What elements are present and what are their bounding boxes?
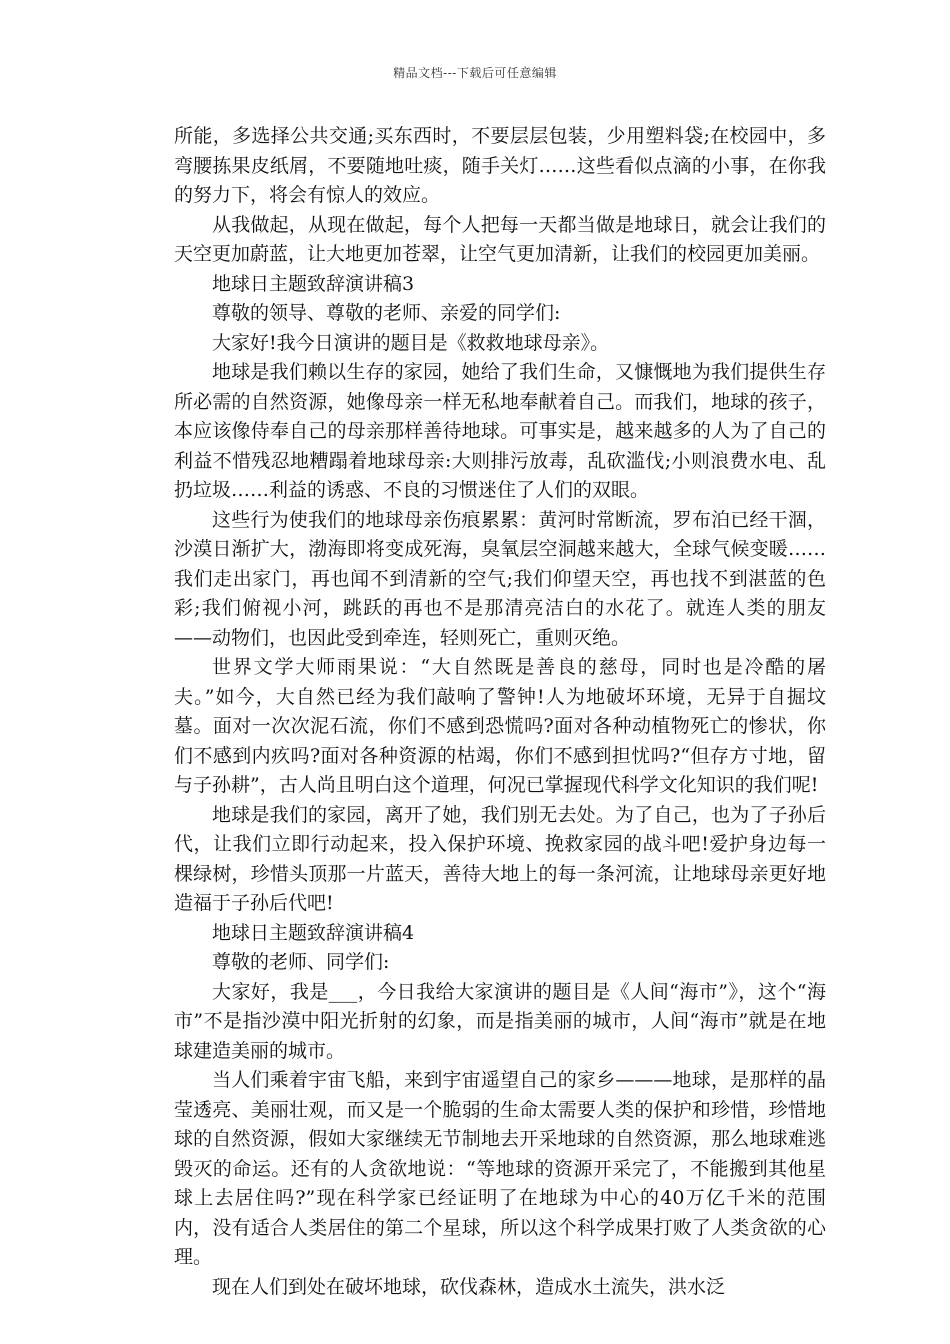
paragraph-2: 从我做起，从现在做起，每个人把每一天都当做是地球日，就会让我们的天空更加蔚蓝，让大地更加苍翠，让空气更加清新，让我们的校园更加美丽。 [174,213,826,265]
section-title-4: 地球日主题致辞演讲稿4 [212,921,415,944]
paragraph-destruction: 现在人们到处在破坏地球，砍伐森林，造成水土流失，洪水泛 [212,1275,726,1298]
salutation-4: 尊敬的老师、同学们: [212,951,390,973]
greeting-3: 大家好!我今日演讲的题目是《救救地球母亲》。 [212,331,610,354]
paragraph-earth-home: 地球是我们赖以生存的家园，她给了我们生命，又慷慨地为我们提供生存所必需的自然资源，她像母亲一样无私地奉献着自己。而我们，地球的孩子，本应该像侍奉自己的母亲那样善待地球。可事实是，越来越多的人为了自己的利益不惜残忍地糟蹋着地球母亲:大则排污放毒，乱砍滥伐;小则浪费水电、乱扔垃圾……利益的诱惑、不良的习惯迷住了人们的双眼。 [174,361,826,501]
salutation-3: 尊敬的领导、尊敬的老师、亲爱的同学们: [212,302,561,324]
paragraph-spaceship: 当人们乘着宇宙飞船，来到宇宙遥望自己的家乡———地球，是那样的晶莹透亮、美丽壮观，而又是一个脆弱的生命太需要人类的保护和珍惜，珍惜地球的自然资源，假如大家继续无节制地去开采地球的自然资源，那么地球难逃毁灭的命运。还有的人贪欲地说：“等地球的资源开采完了，不能搬到其他星球上去居住吗?”现在科学家已经证明了在地球为中心的40万亿千米的范围内，没有适合人类居住的第二个星球，所以这个科学成果打败了人类贪欲的心理。 [174,1069,826,1268]
paragraph-hugo-quote: 世界文学大师雨果说：“大自然既是善良的慈母，同时也是冷酷的屠夫。”如今，大自然已经为我们敲响了警钟!人为地破坏环境，无异于自掘坟墓。面对一次次泥石流，你们不感到恐慌吗?面对各种动植物死亡的惨状，你们不感到内疚吗?面对各种资源的枯竭，你们不感到担忧吗?“但存方寸地，留与子孙耕”，古人尚且明白这个道理，何况已掌握现代科学文化知识的我们呢! [174,656,826,796]
section-title-3: 地球日主题致辞演讲稿3 [212,272,415,295]
paragraph-intro-4: 大家好，我是___，今日我给大家演讲的题目是《人间“海市”》，这个“海市”不是指沙漠中阳光折射的幻象，而是指美丽的城市，人间“海市”就是在地球建造美丽的城市。 [174,980,826,1062]
paragraph-1: 所能，多选择公共交通;买东西时，不要层层包装，少用塑料袋;在校园中，多弯腰拣果皮纸屑，不要随地吐痰，随手关灯……这些看似点滴的小事，在你我的努力下，将会有惊人的效应。 [174,125,826,206]
paragraph-damage: 这些行为使我们的地球母亲伤痕累累：黄河时常断流，罗布泊已经干涸，沙漠日渐扩大，渤海即将变成死海，臭氧层空洞越来越大，全球气候变暖……我们走出家门，再也闻不到清新的空气;我们仰望天空，再也找不到湛蓝的色彩;我们俯视小河，跳跃的再也不是那清亮洁白的水花了。就连人类的朋友——动物们，也因此受到牵连，轻则死亡，重则灭绝。 [174,508,826,649]
page-header: 精品文档---下载后可任意编辑 [393,66,557,80]
document-body [174,122,826,1302]
paragraph-call-to-action: 地球是我们的家园，离开了她，我们别无去处。为了自己，也为了子孙后代，让我们立即行动起来，投入保护环境、挽救家园的战斗吧!爱护身边每一棵绿树，珍惜头顶那一片蓝天，善待大地上的每一条河流，让地球母亲更好地造福于子孙后代吧! [174,803,826,914]
